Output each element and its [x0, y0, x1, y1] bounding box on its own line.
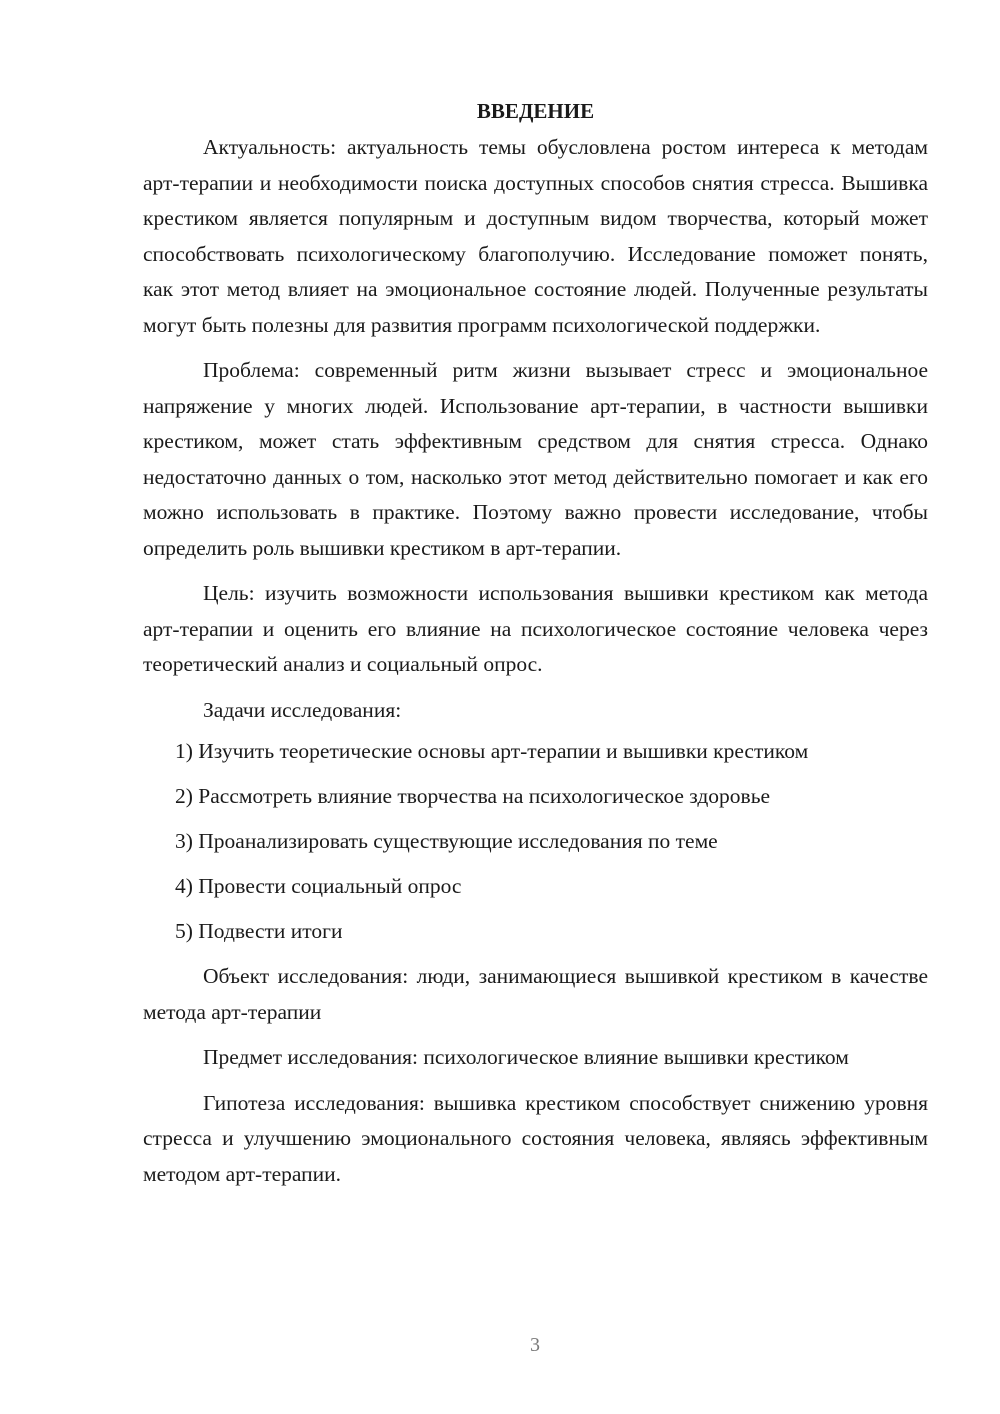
- task-item: 3) Проанализировать существующие исследования по теме: [175, 829, 718, 853]
- task-item: 5) Подвести итоги: [175, 919, 343, 943]
- hypothesis-paragraph: Гипотеза исследования: вышивка крестиком способствует снижению уровня стресса и улучшению эмоционального состояния человека, являясь эффективным методом арт-терапии.: [143, 1090, 928, 1186]
- task-item: 2) Рассмотреть влияние творчества на психологическое здоровье: [175, 784, 771, 808]
- document-page: [143, 96, 928, 1202]
- problem-paragraph: Проблема: современный ритм жизни вызывает стресс и эмоциональное напряжение у многих людей. Использование арт-терапии, в частности вышивки крестиком, может стать эффективным средством для снятия стресса. Однако недостаточно данных о том, насколько этот метод действительно помогает и как его можно использовать в практике. Поэтому важно провести исследование, чтобы определить роль вышивки крестиком в арт-терапии.: [143, 358, 928, 560]
- page-title: ВВЕДЕНИЕ: [476, 99, 595, 123]
- task-item: 1) Изучить теоретические основы арт-терапии и вышивки крестиком: [175, 739, 809, 763]
- subject-paragraph: Предмет исследования: психологическое влияние вышивки крестиком: [203, 1045, 849, 1069]
- object-paragraph: Объект исследования: люди, занимающиеся вышивкой крестиком в качестве метода арт-терапии: [143, 964, 928, 1024]
- task-item: 4) Провести социальный опрос: [175, 874, 462, 898]
- tasks-heading: Задачи исследования:: [203, 697, 402, 722]
- page-number: 3: [530, 1334, 540, 1356]
- goal-paragraph: Цель: изучить возможности использования вышивки крестиком как метода арт-терапии и оценить его влияние на психологическое состояние человека через теоретический анализ и социальный опрос.: [143, 581, 928, 676]
- tasks-list: [143, 734, 928, 950]
- relevance-paragraph: Актуальность: актуальность темы обусловлена ростом интереса к методам арт-терапии и необходимости поиска доступных способов снятия стресса. Вышивка крестиком является популярным и доступным видом творчества, который может способствовать психологическому благополучию. Исследование поможет понять, как этот метод влияет на эмоциональное состояние людей. Полученные результаты могут быть полезны для развития программ психологической поддержки.: [143, 135, 928, 337]
